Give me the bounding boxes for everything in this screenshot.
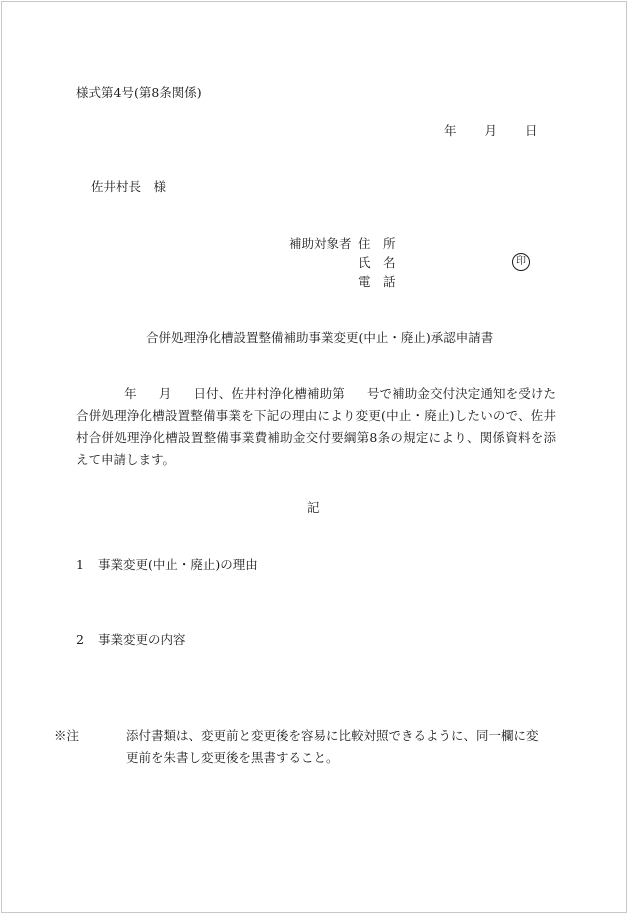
item-content — [76, 632, 185, 648]
item-label: 事業変更の内容 — [97, 632, 186, 647]
body-text: 号で補助金交付決定通知を受けた合併処理浄化槽設置整備事業を下記の理由により変更(中止・廃止)したいので、佐井村合併処理浄化槽設置整備事業費補助金交付要綱第8条の規定により、関係資料を添えて申請します。 — [76, 386, 556, 467]
date-year-label: 年 — [444, 123, 457, 138]
date-line — [444, 123, 538, 139]
note-text: 添付書類は、変更前と変更後を容易に比較対照できるように、同一欄に変更前を朱書し変更後を黒書すること。 — [126, 728, 539, 765]
addressee: 佐井村長 様 — [91, 179, 167, 194]
ki-heading: 記 — [307, 500, 320, 515]
note-block — [54, 725, 550, 769]
body-year-label: 年 — [124, 386, 137, 401]
seal-icon: 印 — [512, 253, 530, 271]
item-label: 事業変更(中止・廃止)の理由 — [97, 557, 258, 572]
body-day-prefix: 日付、佐井村浄化槽補助第 — [193, 386, 345, 401]
body-paragraph — [76, 383, 556, 471]
item-number: 2 — [76, 632, 84, 647]
note-mark: ※注 — [54, 728, 80, 743]
phone-label: 電 話 — [358, 274, 396, 289]
form-number: 様式第4号(第8条関係) — [76, 85, 202, 100]
item-reason — [76, 557, 258, 573]
address-label: 住 所 — [358, 236, 396, 251]
applicant-role: 補助対象者 — [289, 236, 352, 251]
item-number: 1 — [76, 557, 84, 572]
name-label: 氏 名 — [358, 255, 396, 270]
date-day-label: 日 — [525, 123, 538, 138]
body-month-label: 月 — [158, 386, 172, 401]
note — [54, 725, 550, 769]
document-title: 合併処理浄化槽設置整備補助事業変更(中止・廃止)承認申請書 — [146, 330, 494, 345]
date-month-label: 月 — [484, 123, 498, 138]
